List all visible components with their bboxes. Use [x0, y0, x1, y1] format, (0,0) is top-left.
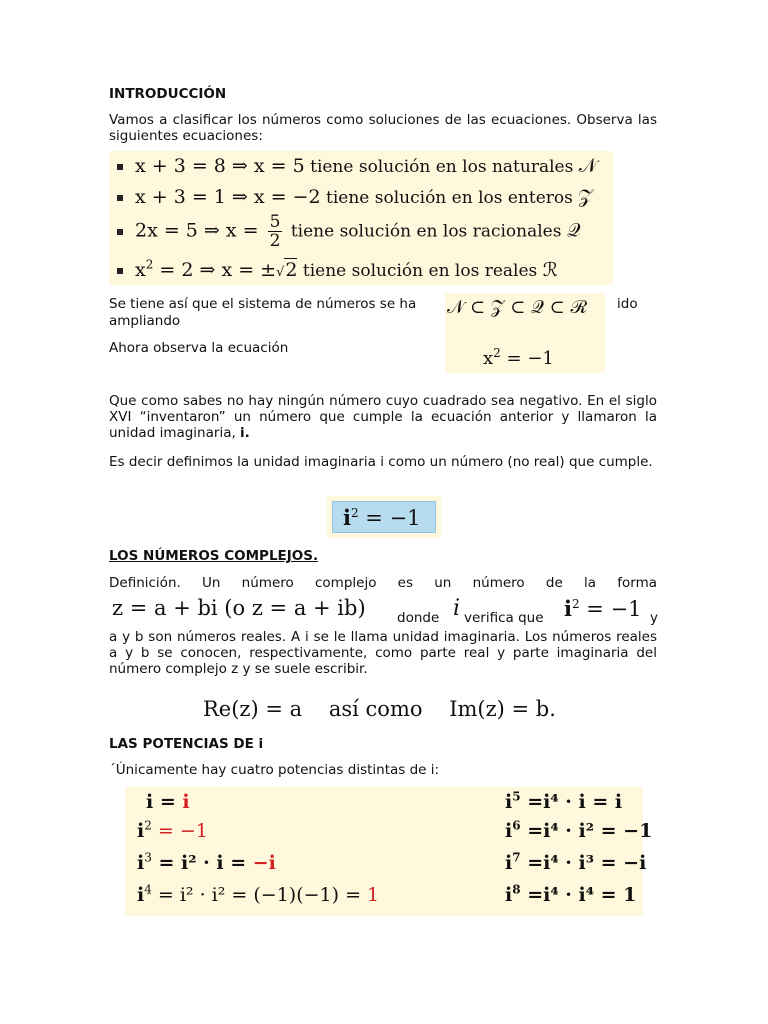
i-symbol: i: [453, 596, 461, 621]
number-sets-box: [445, 293, 605, 373]
bullet-icon: [117, 229, 123, 235]
system-text-cont: ido: [617, 296, 638, 312]
y-text: y: [650, 610, 658, 626]
power-i1: i = i: [146, 791, 190, 813]
history-paragraph: Que como sabes no hay ningún número cuyo cuadrado sea negativo. En el siglo XVI “inventaron” un número que cumple la ecuación anterior y llamaron la unidad imaginaria, i.: [109, 393, 657, 441]
complex-definition: Definición. Un número complejo es un número de la forma: [109, 575, 657, 591]
boxed-equation: $i^2 = -1$: [332, 501, 436, 533]
i2-equation: $i^2 = -1$: [564, 596, 642, 621]
equation-naturals: x + 3 = 8 ⇒ x = 5 tiene solución en los naturales 𝒩: [117, 155, 597, 177]
donde-text: donde: [397, 610, 440, 626]
intro-heading: INTRODUCCIÓN: [109, 86, 227, 102]
system-text-ampliando: ampliando: [109, 313, 181, 329]
re-im-formula: Re(z) = a así como Im(z) = b.: [203, 697, 556, 721]
fraction: $\frac{5}{2}$: [269, 212, 281, 251]
equations-box: [109, 151, 613, 285]
z-formula: z = a + bi (o z = a + ib): [112, 596, 366, 620]
power-i8: $i^8 =i^4 \cdot i^4 = 1$: [505, 882, 637, 906]
equation-rationals: 2x = 5 ⇒ x = $\frac{5}{2}$ tiene solución en los racionales 𝒬: [117, 213, 581, 250]
complex-paragraph: a y b son números reales. A i se le llama unidad imaginaria. Los números reales a y b se conocen, respectivamente, como parte real y parte imaginaria del número complejo z y se suele escribir.: [109, 629, 657, 677]
power-i2: $i^2 = -1$: [137, 818, 208, 842]
powers-heading: LAS POTENCIAS DE i: [109, 736, 264, 752]
power-i3: $i^3 = i^2 \cdot i = -i$: [137, 850, 276, 874]
intro-paragraph: Vamos a clasificar los números como soluciones de las ecuaciones. Observa las siguientes ecuaciones:: [109, 112, 657, 144]
bullet-icon: [117, 268, 123, 274]
bullet-icon: [117, 195, 123, 201]
definition-paragraph: Es decir definimos la unidad imaginaria i como un número (no real) que cumple.: [109, 454, 653, 470]
power-i6: $i^6 =i^4 \cdot i^2 = -1$: [505, 818, 653, 842]
bullet-icon: [117, 164, 123, 170]
verifica-text: verifica que: [464, 610, 544, 626]
boxed-equation-outer: [327, 496, 441, 538]
power-i7: $i^7 =i^4 \cdot i^3 = -i$: [505, 850, 647, 874]
equation-reals: $x^2 = 2$ ⇒ x = ±√2 tiene solución en los reales ℛ: [117, 259, 558, 281]
powers-table: [125, 787, 653, 916]
set-chain: 𝒩 ⊂ 𝒵 ⊂ 𝒬 ⊂ ℛ: [447, 297, 588, 318]
equation-x2: $x^2 = -1$: [483, 346, 554, 369]
complex-form-line: [112, 596, 672, 626]
observe-text: Ahora observa la ecuación: [109, 340, 289, 356]
complex-heading: LOS NÚMEROS COMPLEJOS.: [109, 548, 319, 564]
system-text: Se tiene así que el sistema de números se ha: [109, 296, 417, 312]
power-i4: $i^4 = i^2 \cdot i^2 = (-1)(-1) = 1$: [137, 882, 380, 906]
equation-integers: x + 3 = 1 ⇒ x = −2 tiene solución en los enteros 𝒵: [117, 186, 593, 208]
power-i5: $i^5 =i^4 \cdot i = i$: [505, 789, 623, 813]
powers-intro: ´Únicamente hay cuatro potencias distintas de i:: [109, 762, 440, 778]
